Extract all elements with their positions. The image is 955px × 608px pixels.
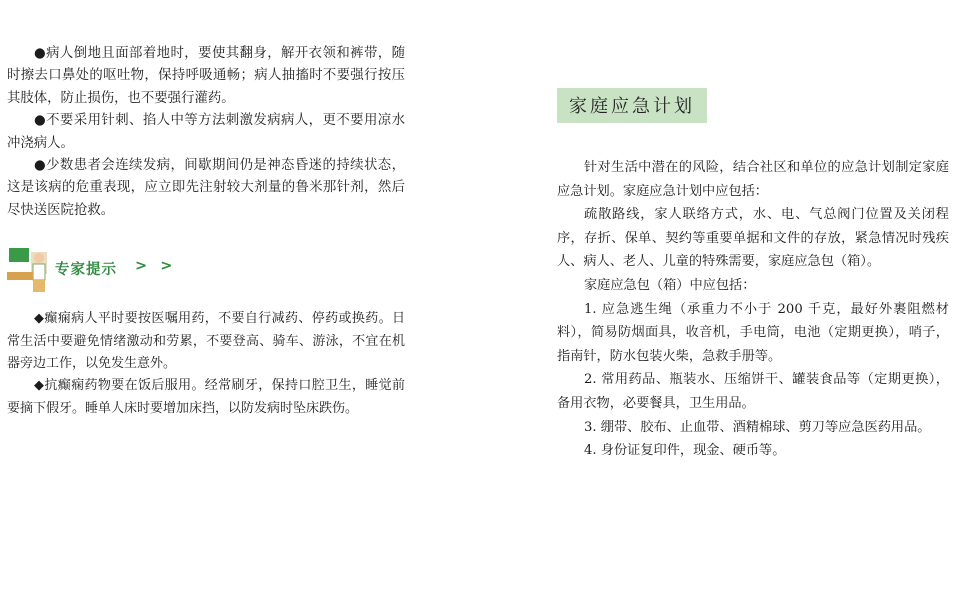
list-item: 3. 绷带、胶布、止血带、酒精棉球、剪刀等应急医药用品。 xyxy=(584,419,931,435)
section-banner: 家庭应急计划 xyxy=(557,88,707,123)
doctor-icon xyxy=(7,246,51,294)
body-paragraph: 疏散路线，家人联络方式，水、电、气总阀门位置及关闭程序，存折、保单、契约等重要单据和文件的存放，紧急情况时残疾人、病人、老人、儿童的特殊需要，家庭应急包（箱）。 xyxy=(557,207,949,270)
expert-tip-header xyxy=(7,246,405,294)
list-item: 1. 应急逃生绳（承重力不小于 200 千克，最好外裹阻燃材料），简易防烟面具，收音机，手电筒，电池（定期更换），哨子，指南针，防水包装火柴，急救手册等。 xyxy=(557,301,949,364)
expert-tip-body xyxy=(7,308,405,420)
body-paragraph: ●少数患者会连续发病，间歇期间仍是神态昏迷的持续状态，这是该病的危重表现，应立即先注射较大剂量的鲁米那针剂，然后尽快送医院抢救。 xyxy=(7,158,405,218)
expert-tip-title: 专家提示 xyxy=(55,262,117,279)
body-paragraph: 家庭应急包（箱）中应包括： xyxy=(584,277,756,293)
list-item: 2. 常用药品、瓶装水、压缩饼干、罐装食品等（定期更换），备用衣物，必要餐具，卫生用品。 xyxy=(557,372,949,411)
body-paragraph: ●不要采用针刺、掐人中等方法刺激发病病人，更不要用凉水冲浇病人。 xyxy=(7,113,405,151)
list-item: 4. 身份证复印件，现金、硬币等。 xyxy=(584,443,786,459)
right-column xyxy=(557,88,949,463)
tip-paragraph: ◆抗癫痫药物要在饭后服用。经常刷牙，保持口腔卫生，睡觉前要摘下假牙。睡单人床时要增加床挡，以防发病时坠床跌伤。 xyxy=(7,378,405,416)
left-column xyxy=(7,43,405,420)
tip-paragraph: ◆癫痫病人平时要按医嘱用药，不要自行减药、停药或换药。日常生活中要避免情绪激动和劳累，不要登高、骑车、游泳，不宜在机器旁边工作，以免发生意外。 xyxy=(7,311,405,372)
expert-tip-arrows: > > xyxy=(135,258,177,275)
body-paragraph: ●病人倒地且面部着地时，要使其翻身，解开衣领和裤带，随时擦去口鼻处的呕吐物，保持呼吸通畅；病人抽搐时不要强行按压其肢体，防止损伤，也不要强行灌药。 xyxy=(7,46,405,106)
body-paragraph: 针对生活中潜在的风险，结合社区和单位的应急计划制定家庭应急计划。家庭应急计划中应包括： xyxy=(557,160,949,199)
